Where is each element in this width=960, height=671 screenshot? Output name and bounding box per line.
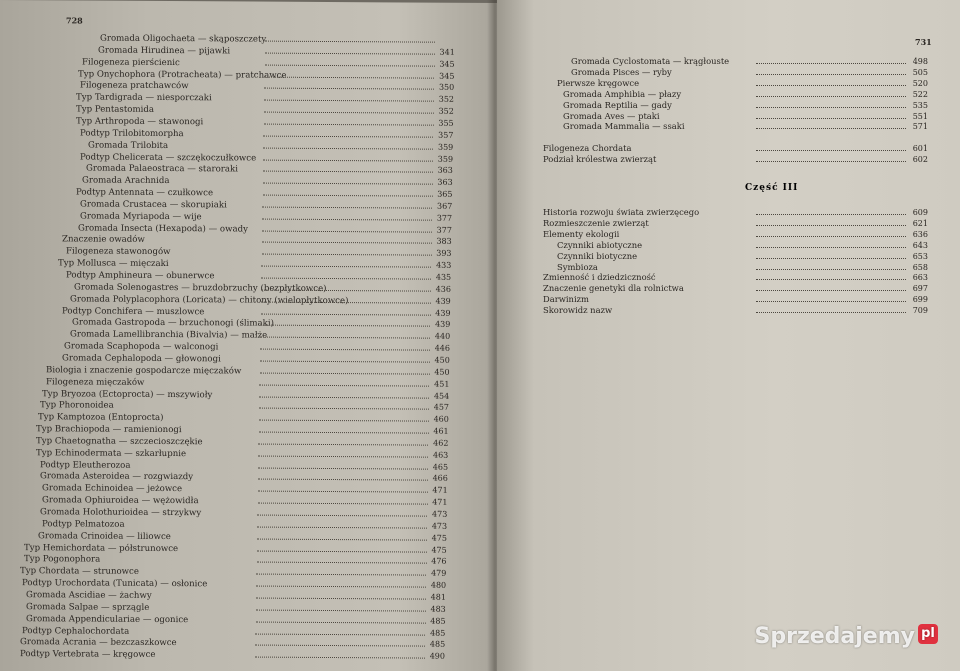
toc-entry-title: Typ Tardigrada — niesporczaki [76,92,212,104]
toc-entry-page: 462 [433,438,449,448]
toc-entry-page: 505 [912,67,928,77]
toc-leader-dots [265,64,435,66]
toc-leader-dots [260,325,430,327]
toc-leader-dots [264,76,434,78]
toc-entry-page: 377 [436,213,453,223]
toc-entry-page: 359 [437,154,454,164]
toc-entry-page: 357 [438,130,454,140]
toc-entry [543,111,928,122]
toc-entry-title: Podtyp Vertebrata — kręgowce [20,649,156,661]
toc-entry-title: Typ Mollusca — mięczaki [58,258,169,270]
toc-entry-title: Typ Bryozoa (Ectoprocta) — mszywioły [42,388,213,400]
toc-leader-dots [258,503,428,505]
toc-entry-page: 446 [434,343,450,353]
toc-entry-title: Typ Echinodermata — szkarłupnie [36,447,187,459]
toc-entry-title: Podtyp Pelmatozoa [42,519,125,530]
toc-entry-title: Gromada Lamellibranchia (Bivalvia) — małże [70,329,268,341]
toc-entry-page: 393 [436,248,452,259]
toc-leader-dots [756,312,906,313]
toc-entry-title: Typ Brachiopoda — ramienionogi [36,424,182,436]
toc-entry-title: Gromada Reptilia — gady [563,99,672,110]
toc-leader-dots [259,384,429,386]
toc-entry-page: 465 [432,462,449,472]
toc-entry [0,648,445,663]
toc-entry-page: 636 [912,229,928,239]
toc-leader-dots [756,269,906,270]
toc-entry-page: 345 [439,59,455,69]
toc-leader-dots [259,420,429,422]
toc-entry-title: Gromada Ophiuroidea — wężowidła [42,495,199,507]
watermark-logo [755,624,939,649]
toc-entry-title: Typ Phoronoidea [40,400,114,412]
toc-entry-page: 699 [912,295,928,305]
watermark-badge: pl [918,624,938,644]
toc-leader-dots [259,432,429,434]
toc-entry-title: Symbioza [557,261,598,272]
toc-entry [543,305,928,316]
toc-entry-page: 481 [430,592,446,602]
toc-entry-page: 709 [912,306,928,316]
toc-leader-dots [756,247,906,248]
toc-entry-title: Typ Pogonophora [24,554,101,566]
toc-leader-dots [756,85,906,86]
toc-leader-dots [255,645,425,647]
toc-entry-page: 571 [912,122,928,132]
toc-entry-title: Gromada Crustacea — skorupiaki [80,199,227,211]
toc-leader-dots [257,538,427,540]
toc-leader-dots [756,225,906,226]
toc-leader-dots [259,408,429,410]
toc-entry-title: Typ Chaetognatha — szczecioszczękie [36,436,203,448]
toc-leader-dots [264,100,434,102]
toc-entry-title: Typ Kamptozoa (Entoprocta) [38,412,164,424]
toc-leader-dots [255,657,425,659]
toc-entry-page: 460 [433,414,449,424]
toc-entry-page: 363 [437,177,453,187]
toc-entry-title: Gromada Trilobita [88,140,169,151]
toc-leader-dots [260,372,430,374]
toc-entry-page: 363 [437,166,453,176]
toc-entry-title: Gromada Scaphopoda — walconogi [64,341,219,353]
toc-entry-page: 473 [431,521,448,531]
toc-leader-dots [262,242,432,244]
toc-entry-title: Gromada Asteroidea — rozgwiazdy [40,471,194,483]
toc-entry [543,121,928,132]
toc-entry-page: 522 [912,89,928,99]
toc-entry-page: 471 [432,485,448,496]
toc-entry-title: Gromada Crinoidea — liliowce [38,530,171,542]
toc-entry-title: Gromada Polyplacophora (Loricata) — chitony (wielopłytkowce) [70,294,349,306]
toc-leader-dots [258,455,428,457]
toc-leader-dots [258,467,428,469]
toc-entry-page: 439 [435,296,451,306]
toc-entry-title: Zmienność i dziedziczność [543,272,656,283]
right-page [497,0,960,671]
toc-leader-dots [263,147,433,149]
toc-leader-dots [263,171,433,173]
toc-entry [543,67,928,78]
toc-leader-dots [263,183,433,185]
toc-entry-page: 476 [431,557,447,567]
toc-entry-title: Gromada Solenogastres — bruzdobrzuchy (bezpłytkowce) [74,282,327,294]
toc-entry-page: 663 [912,273,928,283]
toc-entry [543,251,928,262]
part-heading: Część III [745,183,799,193]
toc-leader-dots [263,195,433,197]
toc-leader-dots [258,479,428,481]
toc-entry [543,56,928,67]
toc-entry-page: 383 [436,237,452,247]
toc-entry-page: 473 [432,509,448,519]
toc-entry-page: 498 [912,57,928,66]
toc-entry-page: 439 [435,308,451,318]
toc-entry-page: 643 [912,240,928,250]
toc-leader-dots [257,550,427,552]
toc-leader-dots [259,396,429,398]
toc-entry-title: Gromada Pisces — ryby [571,66,672,77]
toc-entry-title: Filogeneza pierścienic [82,57,180,68]
toc-entry-page: 367 [437,201,453,211]
toc-entry-title: Znaczenie genetyki dla rolnictwa [543,283,684,294]
toc-entry [543,283,928,294]
toc-entry-title: Gromada Myriapoda — wije [80,211,202,222]
toc-leader-dots [256,621,426,623]
toc-entry-page: 483 [430,604,446,614]
toc-entry-page: 461 [433,426,449,436]
toc-entry-page: 433 [436,260,452,270]
toc-leader-dots [756,63,906,64]
toc-entry-title: Gromada Amphibia — płazy [563,88,682,99]
toc-entry [543,207,928,218]
toc-entry-title: Gromada Cyclostomata — krągłouste [571,56,730,66]
toc-entry-page: 479 [431,568,447,578]
toc-leader-dots [756,107,906,108]
toc-entry-title: Gromada Hirudinea — pijawki [98,45,231,57]
toc-entry [543,154,928,165]
toc-leader-dots [255,633,425,635]
toc-entry-page: 475 [431,533,447,543]
toc-entry-title: Gromada Oligochaeta — skąposzczety [100,33,267,45]
left-page-number: 728 [66,15,83,26]
toc-entry [543,272,928,283]
toc-entry-page: 450 [434,367,450,377]
toc-entry-title: Darwinizm [543,294,589,305]
toc-entry-title: Podtyp Urochordata (Tunicata) — osłonice [22,578,208,590]
toc-entry-page: 457 [433,402,450,413]
toc-entry-page: 490 [429,651,445,661]
toc-leader-dots [263,135,433,137]
toc-entry-page: 463 [432,450,449,460]
toc-entry-page: 697 [912,284,928,294]
toc-entry [543,240,928,251]
toc-entry-title: Gromada Salpae — sprzągle [26,601,150,613]
toc-entry-title: Typ Hemichordata — półstrunowce [24,542,179,554]
toc-leader-dots [756,118,906,119]
toc-entry-page: 352 [438,106,454,116]
toc-entry-title: Typ Pentastomida [76,104,154,116]
toc-entry-page: 454 [433,391,450,401]
toc-entry-title: Filogeneza stawonogów [66,246,171,258]
toc-leader-dots [264,124,434,126]
toc-leader-dots [756,258,906,259]
toc-entry-title: Historia rozwoju świata zwierzęcego [543,207,700,217]
toc-entry-title: Podtyp Conchifera — muszlowce [62,305,205,317]
toc-entry-title: Elementy ekologii [543,228,620,239]
toc-leader-dots [265,41,435,43]
toc-entry-page: 345 [439,71,455,81]
toc-entry-page: 435 [435,272,452,282]
toc-entry [543,78,928,89]
toc-leader-dots [258,491,428,493]
toc-entry-page: 352 [438,94,455,105]
toc-entry [543,100,928,111]
toc-entry-page: 450 [434,355,450,365]
toc-entry-title: Podtyp Amphineura — obunerwce [66,270,215,282]
watermark-text: Sprzedajemy [754,624,915,649]
toc-entry-title: Gromada Ascidiae — żachwy [26,590,152,601]
toc-leader-dots [756,74,906,75]
toc-entry-page: 359 [437,142,454,152]
toc-leader-dots [261,266,431,268]
toc-entry-title: Biologia i znaczenie gospodarcze mięczaków [46,365,242,377]
toc-entry-title: Gromada Palaeostraca — staroraki [86,163,238,175]
toc-entry-page: 440 [434,331,451,342]
toc-entry-title: Gromada Mammalia — ssaki [563,121,685,132]
toc-entry-title: Filogeneza Chordata [543,143,632,153]
toc-entry-title: Skorowidz nazw [543,305,613,316]
toc-leader-dots [756,214,906,215]
toc-leader-dots [264,88,434,90]
toc-entry-title: Filogeneza mięczaków [46,376,145,388]
toc-entry [543,218,928,229]
toc-leader-dots [265,52,435,54]
toc-leader-dots [756,150,906,151]
toc-leader-dots [262,218,432,220]
toc-leader-dots [257,562,427,564]
toc-leader-dots [756,290,906,291]
toc-leader-dots [262,230,432,232]
toc-entry-title: Podtyp Chelicerata — szczękoczułkowce [80,151,257,164]
toc-entry-title: Czynniki abiotyczne [557,239,643,250]
toc-leader-dots [256,586,426,588]
toc-entry-page: 439 [435,320,451,330]
toc-leader-dots [256,574,426,576]
toc-entry-title: Znaczenie owadów [62,234,145,246]
toc-leader-dots [261,278,431,280]
toc-entry [543,229,928,240]
toc-entry-page: 355 [438,118,454,128]
toc-entry-page: 520 [912,78,928,88]
toc-entry-title: Gromada Appendiculariae — ogonice [26,613,189,625]
toc-entry-title: Podtyp Eleutherozoa [40,459,131,471]
toc-leader-dots [261,313,431,315]
toc-entry-page: 485 [429,639,446,650]
toc-entry-page: 466 [432,474,448,484]
toc-entry-title: Rozmieszczenie zwierząt [543,217,649,228]
toc-entry-title: Typ Onychophora (Protracheata) — pratchawce [78,69,287,81]
toc-entry-title: Podtyp Cephalochordata [22,625,130,637]
toc-entry-page: 653 [912,251,928,261]
toc-entry-title: Podział królestwa zwierząt [543,153,657,164]
right-page-number: 731 [915,37,932,47]
toc-entry-page: 485 [430,616,446,626]
toc-leader-dots [756,161,906,162]
toc-entry-page: 377 [436,225,452,235]
toc-leader-dots [756,301,906,302]
toc-leader-dots [257,515,427,517]
toc-entry-page: 601 [912,144,928,153]
toc-entry-page: 535 [912,100,928,110]
toc-leader-dots [260,337,430,339]
toc-entry [543,262,928,273]
toc-entry-title: Gromada Aves — ptaki [563,110,660,121]
toc-entry-page: 341 [439,47,455,57]
toc-entry-title: Gromada Gastropoda — brzuchonogi (ślimaki) [72,317,274,330]
toc-entry-title: Czynniki biotyczne [557,250,638,261]
toc-entry-page: 621 [912,218,928,228]
toc-leader-dots [263,159,433,161]
toc-entry-page: 658 [912,262,928,272]
toc-leader-dots [256,609,426,611]
toc-entry-title: Pierwsze kręgowce [557,77,640,88]
toc-entry-title: Gromada Cephalopoda — głowonogi [62,353,221,365]
toc-entry-title: Gromada Arachnida [82,175,170,187]
toc-leader-dots [756,96,906,97]
toc-entry-page: 451 [434,379,450,389]
toc-entry-page: 485 [430,628,446,638]
toc-leader-dots [262,206,432,208]
toc-leader-dots [257,526,427,528]
toc-entry-page: 350 [438,83,455,93]
toc-entry-page: 602 [912,154,928,164]
toc-entry-title: Gromada Acrania — bezczaszkowce [20,637,177,649]
toc-leader-dots [756,236,906,237]
toc-entry-title: Typ Arthropoda — stawonogi [76,116,204,128]
toc-entry [543,294,928,305]
toc-entry-page: 471 [432,497,448,507]
toc-entry-page: 436 [435,284,451,294]
toc-leader-dots [260,349,430,351]
toc-entry-title: Gromada Echinoidea — jeżowce [42,483,183,495]
toc-entry-title: Podtyp Antennata — czułkowce [76,187,214,199]
toc-leader-dots [258,443,428,445]
toc-entry-title: Gromada Holothurioidea — strzykwy [40,507,202,519]
toc-entry-title: Gromada Insecta (Hexapoda) — owady [78,223,248,235]
toc-entry-page: 365 [437,189,453,199]
toc-entry-page: 475 [431,545,447,555]
toc-entry-title: Typ Chordata — strunowce [20,566,139,578]
toc-leader-dots [260,361,430,363]
toc-entry [543,89,928,100]
toc-entry-page: 480 [430,580,447,590]
toc-entry-page: 551 [912,111,928,121]
toc-entry [543,143,928,154]
toc-leader-dots [756,279,906,280]
toc-leader-dots [264,112,434,114]
toc-entry-title: Filogeneza pratchawców [80,80,189,92]
toc-leader-dots [262,254,432,256]
toc-entry-title: Podtyp Trilobitomorpha [80,128,184,139]
toc-entry-page: 609 [912,208,928,217]
toc-leader-dots [256,598,426,600]
toc-leader-dots [756,128,906,129]
